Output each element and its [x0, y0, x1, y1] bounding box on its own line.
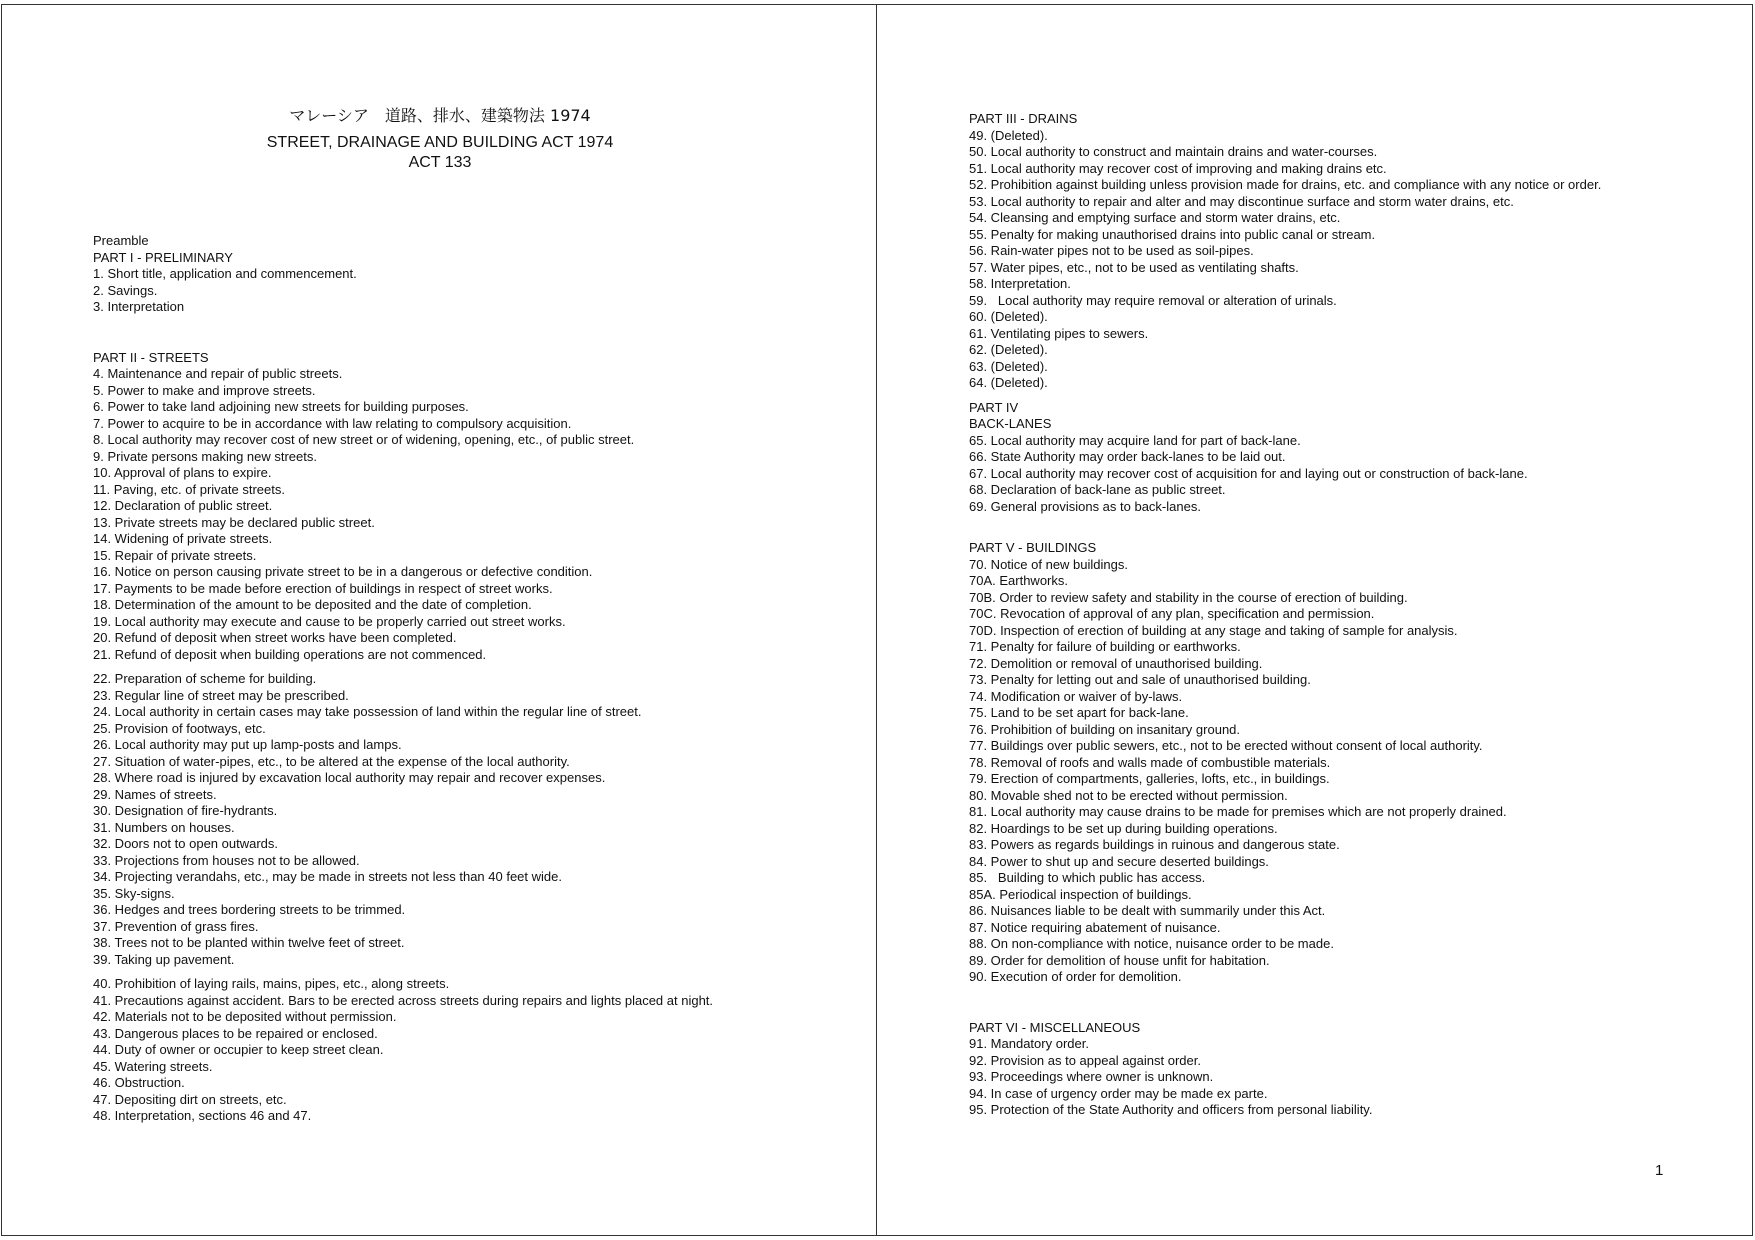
section-entry: 9. Private persons making new streets. [93, 448, 317, 464]
section-entry: 62. (Deleted). [969, 342, 1048, 357]
section-entry: 40. Prohibition of laying rails, mains, pipes, etc., along streets. [93, 976, 450, 991]
section-entry: 79. Erection of compartments, galleries, lofts, etc., in buildings. [969, 771, 1330, 786]
section-entry: 26. Local authority may put up lamp-posts and lamps. [93, 737, 402, 752]
section-entry: 83. Powers as regards buildings in ruinous and dangerous state. [969, 837, 1340, 852]
section-entry: 91. Mandatory order. [969, 1036, 1089, 1051]
section-entry: 30. Designation of fire-hydrants. [93, 803, 278, 818]
section-entry: 8. Local authority may recover cost of new street or of widening, opening, etc., of public street. [93, 432, 635, 447]
part-heading: PART V - BUILDINGS [969, 540, 1097, 555]
section-entry: 66. State Authority may order back-lanes to be laid out. [969, 449, 1286, 464]
section-entry: 18. Determination of the amount to be deposited and the date of completion. [93, 597, 532, 612]
section-entry: 24. Local authority in certain cases may take possession of land within the regular line of street. [93, 704, 642, 719]
part-heading: PART II - STREETS [93, 349, 209, 365]
section-entry: 71. Penalty for failure of building or earthworks. [969, 639, 1241, 654]
section-entry: 93. Proceedings where owner is unknown. [969, 1069, 1214, 1084]
section-entry: 48. Interpretation, sections 46 and 47. [93, 1108, 312, 1123]
part-heading: PART III - DRAINS [969, 111, 1078, 126]
column-divider [876, 4, 877, 1236]
part-heading: PART I - PRELIMINARY [93, 249, 233, 265]
section-entry: 70C. Revocation of approval of any plan, specification and permission. [969, 606, 1375, 621]
section-entry: 39. Taking up pavement. [93, 951, 235, 967]
section-entry: 29. Names of streets. [93, 786, 217, 802]
section-entry: 53. Local authority to repair and alter and may discontinue surface and storm water drains, etc. [969, 193, 1514, 209]
section-entry: 56. Rain-water pipes not to be used as soil-pipes. [969, 243, 1254, 258]
section-entry: 59. Local authority may require removal or alteration of urinals. [969, 292, 1337, 308]
section-entry: 38. Trees not to be planted within twelve feet of street. [93, 935, 405, 950]
section-entry: 60. (Deleted). [969, 309, 1048, 324]
section-entry: 69. General provisions as to back-lanes. [969, 498, 1201, 514]
section-entry: 81. Local authority may cause drains to be made for premises which are not properly drained. [969, 804, 1507, 819]
section-entry: 42. Materials not to be deposited without permission. [93, 1009, 397, 1024]
section-entry: 55. Penalty for making unauthorised drains into public canal or stream. [969, 226, 1376, 242]
section-entry: 49. (Deleted). [969, 127, 1048, 143]
section-entry: 82. Hoardings to be set up during building operations. [969, 820, 1278, 836]
section-entry: 58. Interpretation. [969, 276, 1071, 291]
section-entry: 46. Obstruction. [93, 1075, 185, 1090]
section-entry: 70A. Earthworks. [969, 573, 1068, 588]
section-entry: 50. Local authority to construct and maintain drains and water-courses. [969, 144, 1378, 159]
section-entry: 27. Situation of water-pipes, etc., to be altered at the expense of the local authority. [93, 753, 570, 769]
section-entry: 84. Power to shut up and secure deserted buildings. [969, 853, 1269, 869]
section-entry: 23. Regular line of street may be prescribed. [93, 687, 349, 703]
section-entry: 11. Paving, etc. of private streets. [93, 481, 285, 497]
section-entry: 15. Repair of private streets. [93, 547, 257, 563]
part-heading: Preamble [93, 233, 149, 248]
section-entry: 80. Movable shed not to be erected without permission. [969, 787, 1288, 803]
section-entry: 92. Provision as to appeal against order. [969, 1052, 1201, 1068]
section-entry: 89. Order for demolition of house unfit for habitation. [969, 952, 1270, 968]
section-entry: 35. Sky-signs. [93, 885, 175, 901]
section-entry: 6. Power to take land adjoining new streets for building purposes. [93, 399, 469, 414]
section-entry: 70. Notice of new buildings. [969, 556, 1128, 572]
part-heading: PART VI - MISCELLANEOUS [969, 1019, 1141, 1035]
section-entry: 70B. Order to review safety and stability in the course of erection of building. [969, 589, 1408, 605]
section-entry: 22. Preparation of scheme for building. [93, 671, 317, 686]
section-entry: 20. Refund of deposit when street works have been completed. [93, 630, 457, 645]
left-contents-column [93, 233, 713, 1125]
section-entry: 14. Widening of private streets. [93, 531, 273, 546]
section-entry: 57. Water pipes, etc., not to be used as ventilating shafts. [969, 259, 1299, 275]
section-entry: 70D. Inspection of erection of building at any stage and taking of sample for analysis. [969, 622, 1458, 638]
section-entry: 31. Numbers on houses. [93, 819, 235, 835]
section-entry: 85A. Periodical inspection of buildings. [969, 886, 1192, 902]
section-entry: 68. Declaration of back-lane as public street. [969, 482, 1226, 497]
section-entry: 54. Cleansing and emptying surface and storm water drains, etc. [969, 210, 1341, 225]
section-entry: 17. Payments to be made before erection of buildings in respect of street works. [93, 580, 553, 596]
title-block [90, 105, 790, 173]
section-entry: 44. Duty of owner or occupier to keep street clean. [93, 1042, 384, 1057]
section-entry: 12. Declaration of public street. [93, 498, 273, 513]
section-entry: 61. Ventilating pipes to sewers. [969, 325, 1149, 341]
part-heading: BACK-LANES [969, 416, 1052, 431]
section-entry: 2. Savings. [93, 282, 158, 298]
section-entry: 86. Nuisances liable to be dealt with summarily under this Act. [969, 903, 1326, 918]
section-entry: 95. Protection of the State Authority and officers from personal liability. [969, 1102, 1373, 1117]
section-entry: 74. Modification or waiver of by-laws. [969, 688, 1183, 704]
section-entry: 13. Private streets may be declared public street. [93, 514, 375, 530]
act-number: ACT 133 [408, 154, 472, 171]
section-entry: 88. On non-compliance with notice, nuisance order to be made. [969, 936, 1334, 951]
section-entry: 10. Approval of plans to expire. [93, 465, 272, 480]
section-entry: 32. Doors not to open outwards. [93, 836, 279, 851]
section-entry: 65. Local authority may acquire land for part of back-lane. [969, 432, 1301, 448]
section-entry: 63. (Deleted). [969, 358, 1048, 374]
section-entry: 76. Prohibition of building on insanitary ground. [969, 721, 1241, 737]
section-entry: 37. Prevention of grass fires. [93, 918, 259, 934]
section-entry: 33. Projections from houses not to be allowed. [93, 852, 360, 868]
section-entry: 3. Interpretation [93, 299, 185, 314]
section-entry: 28. Where road is injured by excavation local authority may repair and recover expenses. [93, 770, 606, 785]
section-entry: 41. Precautions against accident. Bars to be erected across streets during repairs and lights placed at night. [93, 992, 714, 1008]
section-entry: 36. Hedges and trees bordering streets to be trimmed. [93, 902, 406, 917]
title-english: STREET, DRAINAGE AND BUILDING ACT 1974 [266, 134, 614, 151]
section-entry: 52. Prohibition against building unless provision made for drains, etc. and compliance with any notice or order. [969, 177, 1602, 192]
section-entry: 34. Projecting verandahs, etc., may be made in streets not less than 40 feet wide. [93, 869, 562, 884]
section-entry: 94. In case of urgency order may be made ex parte. [969, 1085, 1268, 1101]
section-entry: 73. Penalty for letting out and sale of unauthorised building. [969, 672, 1311, 687]
section-entry: 16. Notice on person causing private street to be in a dangerous or defective condition. [93, 564, 593, 579]
section-entry: 51. Local authority may recover cost of improving and making drains etc. [969, 160, 1387, 176]
section-entry: 19. Local authority may execute and cause to be properly carried out street works. [93, 613, 566, 629]
section-entry: 77. Buildings over public sewers, etc., not to be erected without consent of local authority. [969, 738, 1483, 753]
section-entry: 7. Power to acquire to be in accordance with law relating to compulsory acquisition. [93, 415, 572, 431]
section-entry: 85. Building to which public has access. [969, 870, 1206, 885]
section-entry: 21. Refund of deposit when building operations are not commenced. [93, 646, 487, 662]
section-entry: 72. Demolition or removal of unauthorised building. [969, 655, 1263, 671]
section-entry: 1. Short title, application and commencement. [93, 266, 357, 281]
section-entry: 43. Dangerous places to be repaired or enclosed. [93, 1025, 378, 1041]
section-entry: 4. Maintenance and repair of public streets. [93, 366, 343, 381]
page-number: 1 [1655, 1162, 1664, 1179]
section-entry: 5. Power to make and improve streets. [93, 382, 316, 398]
section-entry: 67. Local authority may recover cost of acquisition for and laying out or construction of back-lane. [969, 465, 1528, 481]
section-entry: 45. Watering streets. [93, 1058, 213, 1074]
part-heading: PART IV [969, 399, 1019, 415]
section-entry: 75. Land to be set apart for back-lane. [969, 705, 1189, 720]
section-entry: 87. Notice requiring abatement of nuisance. [969, 919, 1221, 935]
section-entry: 90. Execution of order for demolition. [969, 969, 1182, 984]
section-entry: 25. Provision of footways, etc. [93, 720, 266, 736]
section-entry: 47. Depositing dirt on streets, etc. [93, 1091, 287, 1107]
section-entry: 64. (Deleted). [969, 375, 1048, 390]
title-japanese: マレーシア 道路、排水、建築物法 1974 [289, 106, 591, 125]
section-entry: 78. Removal of roofs and walls made of combustible materials. [969, 754, 1331, 770]
right-contents-column [969, 111, 1601, 1119]
